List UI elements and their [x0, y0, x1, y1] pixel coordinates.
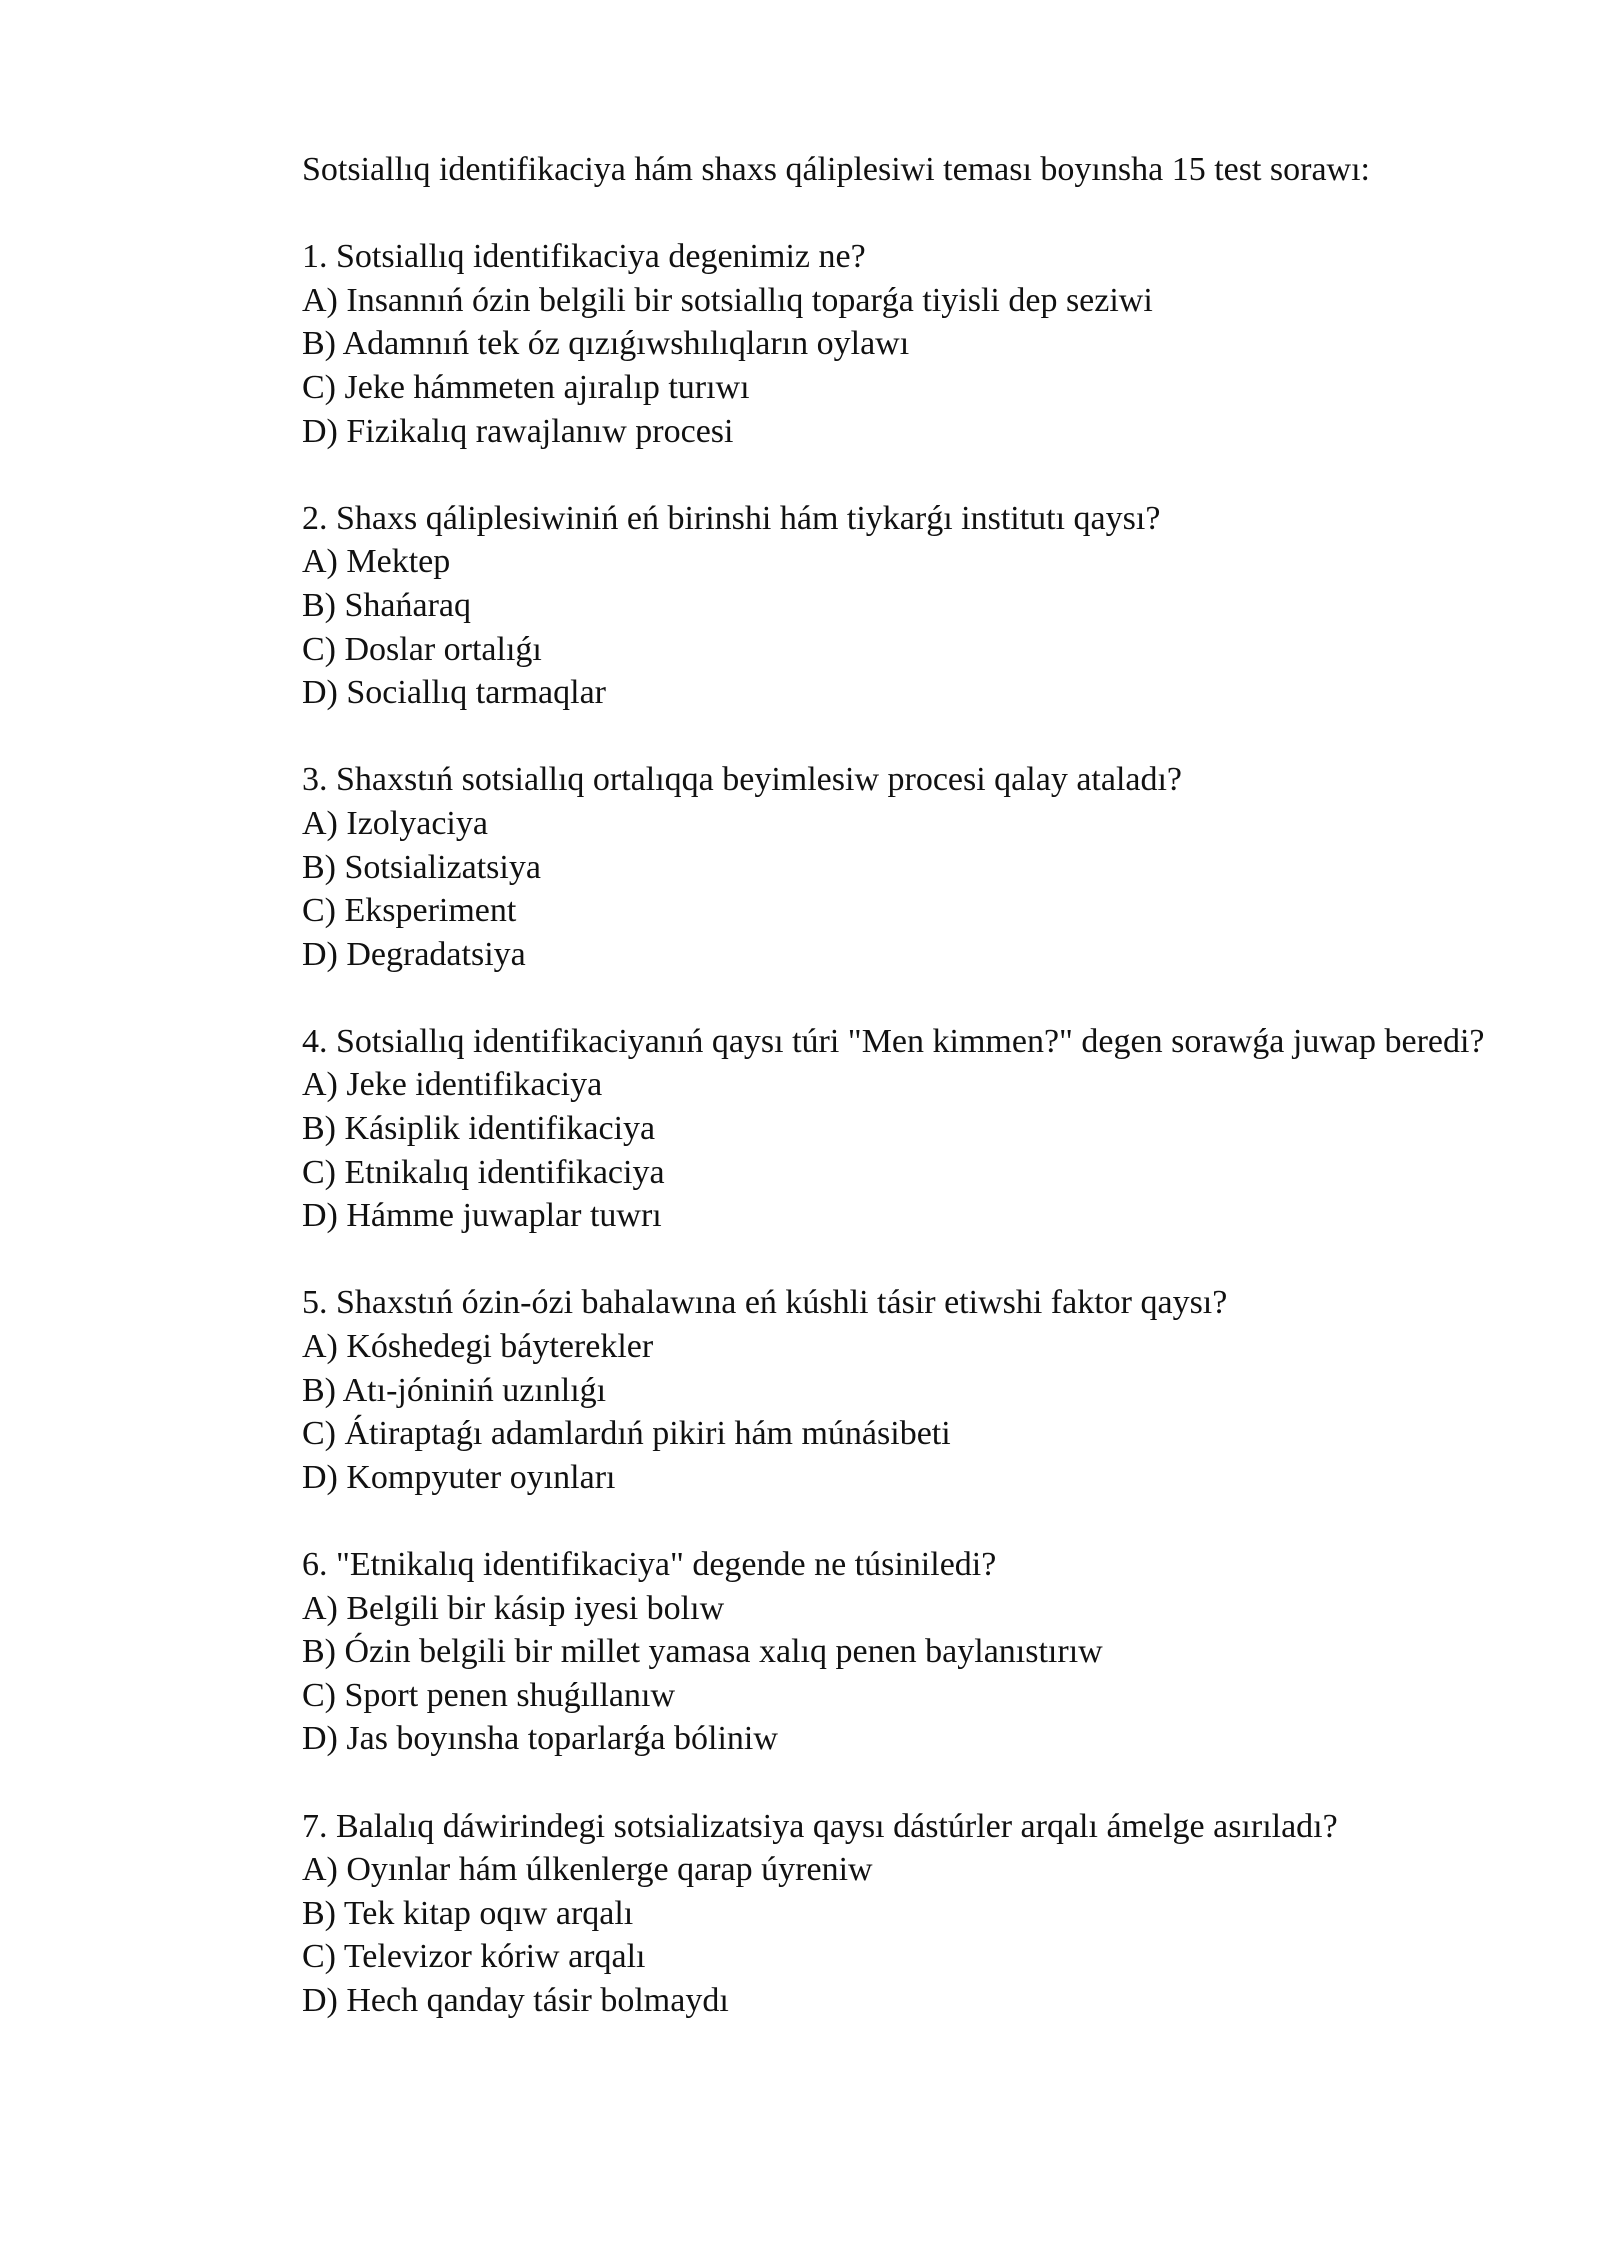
answer-option-c: C) Etnikalıq identifikaciya — [302, 1153, 665, 1191]
answer-option-d: D) Hech qanday tásir bolmaydı — [302, 1981, 729, 2019]
answer-option-b: B) Adamnıń tek óz qızıǵıwshılıqların oylawı — [302, 325, 910, 363]
answer-option-d: D) Kompyuter oyınları — [302, 1458, 616, 1496]
answer-option-d: D) Sociallıq tarmaqlar — [302, 674, 607, 712]
spacer — [228, 1761, 1518, 1805]
answer-option-a: A) Izolyaciya — [302, 804, 488, 842]
question-text: 2. Shaxs qáliplesiwiniń eń birinshi hám tiykarǵı institutı qaysı? — [302, 499, 1161, 537]
answer-option-b: B) Ózin belgili bir millet yamasa xalıq penen baylanıstırıw — [302, 1633, 1103, 1671]
question-block-1 — [228, 235, 1518, 453]
spacer — [228, 453, 1518, 497]
question-text: 4. Sotsiallıq identifikaciyanıń qaysı túri "Men kimmen?" degen sorawǵa juwap beredi? — [302, 1022, 1485, 1060]
spacer — [228, 1499, 1518, 1543]
answer-option-d: D) Degradatsiya — [302, 935, 526, 973]
question-block-3 — [228, 758, 1518, 976]
question-block-7 — [228, 1805, 1518, 2023]
spacer — [228, 976, 1518, 1020]
answer-option-d: D) Jas boyınsha toparlarǵa bóliniw — [302, 1720, 778, 1758]
test-document — [228, 148, 1518, 2023]
question-text: 1. Sotsiallıq identifikaciya degenimiz ne? — [302, 238, 866, 276]
answer-option-c: C) Eksperiment — [302, 892, 517, 930]
answer-option-c: C) Televizor kóriw arqalı — [302, 1938, 646, 1976]
question-block-6 — [228, 1543, 1518, 1761]
answer-option-a: A) Oyınlar hám úlkenlerge qarap úyreniw — [302, 1851, 873, 1889]
question-text: 7. Balalıq dáwirindegi sotsializatsiya qaysı dástúrler arqalı ámelge asırıladı? — [302, 1807, 1338, 1845]
answer-option-b: B) Tek kitap oqıw arqalı — [302, 1894, 634, 1932]
question-text: 6. "Etnikalıq identifikaciya" degende ne túsiniledi? — [302, 1546, 997, 1583]
answer-option-b: B) Atı-jóniniń uzınlıǵı — [302, 1371, 607, 1409]
answer-option-b: B) Sotsializatsiya — [302, 848, 541, 886]
document-intro: Sotsiallıq identifikaciya hám shaxs qáliplesiwi teması boyınsha 15 test sorawı: — [302, 151, 1370, 188]
answer-option-c: C) Jeke hámmeten ajıralıp turıwı — [302, 368, 750, 406]
answer-option-c: C) Doslar ortalıǵı — [302, 630, 542, 668]
question-block-2 — [228, 497, 1518, 715]
answer-option-b: B) Shańaraq — [302, 586, 472, 624]
answer-option-c: C) Sport penen shuǵıllanıw — [302, 1676, 676, 1714]
spacer — [228, 1238, 1518, 1282]
answer-option-d: D) Hámme juwaplar tuwrı — [302, 1197, 662, 1235]
spacer — [228, 192, 1518, 236]
question-block-5 — [228, 1281, 1518, 1499]
question-text: 5. Shaxstıń ózin-ózi bahalawına eń kúshli tásir etiwshi faktor qaysı? — [302, 1284, 1228, 1322]
question-block-4 — [228, 1020, 1518, 1238]
answer-option-a: A) Kóshedegi báyterekler — [302, 1328, 654, 1366]
answer-option-b: B) Kásiplik identifikaciya — [302, 1110, 656, 1148]
answer-option-d: D) Fizikalıq rawajlanıw procesi — [302, 412, 734, 450]
answer-option-a: A) Mektep — [302, 543, 451, 581]
spacer — [228, 715, 1518, 759]
answer-option-a: A) Insannıń ózin belgili bir sotsiallıq toparǵa tiyisli dep seziwi — [302, 281, 1153, 319]
question-text: 3. Shaxstıń sotsiallıq ortalıqqa beyimlesiw procesi qalay ataladı? — [302, 761, 1183, 799]
answer-option-a: A) Belgili bir kásip iyesi bolıw — [302, 1589, 725, 1627]
answer-option-c: C) Átiraptaǵı adamlardıń pikiri hám múnásibeti — [302, 1415, 951, 1453]
answer-option-a: A) Jeke identifikaciya — [302, 1066, 603, 1104]
